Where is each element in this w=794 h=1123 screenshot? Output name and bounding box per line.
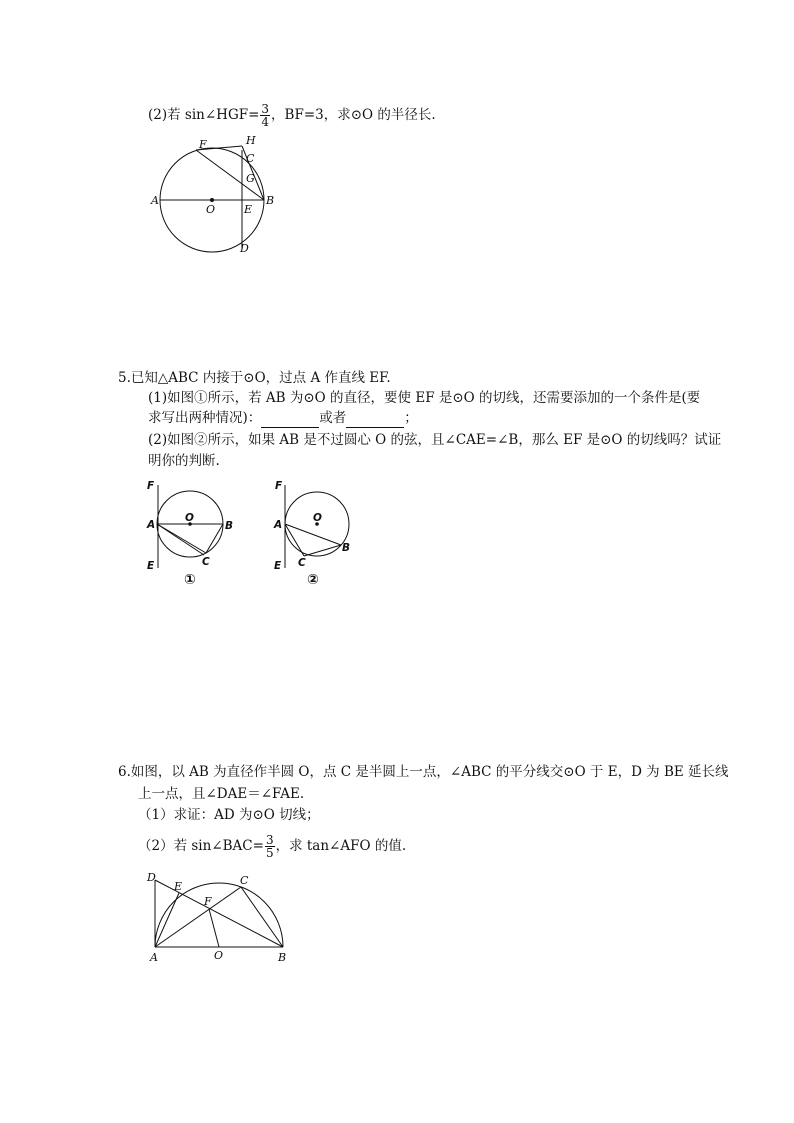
fig6-label-o: O [214, 949, 224, 962]
fig4-label-a: A [151, 194, 159, 207]
fig5a-label-f: F [147, 480, 155, 492]
q6-part1: （1）求证：AD 为⊙O 切线； [138, 807, 320, 823]
fig6-label-b: B [278, 951, 287, 964]
fig4-label-f: F [199, 138, 207, 151]
fig5a-label-o: O [185, 512, 194, 524]
fig4-label-o: O [206, 203, 216, 216]
fig4-label-c: C [246, 152, 255, 165]
fig5b-caption: ② [307, 572, 319, 588]
fig5a-label-a: A [147, 519, 156, 531]
fig5b-label-a: A [274, 519, 283, 531]
fig6-label-a: A [150, 951, 158, 964]
fig4-label-g: G [246, 172, 255, 185]
q5-part1-prefix: 求写出两种情况)： [148, 410, 262, 426]
q6-part2-post: ，求 tan∠AFO 的值. [275, 838, 407, 854]
q5-part2-line2: 明你的判断. [148, 453, 220, 469]
q6-frac-num: 3 [265, 833, 274, 847]
fig4-label-h: H [246, 134, 256, 147]
fig5a-caption: ① [184, 572, 196, 588]
q5-part1-end: ； [404, 410, 418, 426]
fig4-label-e: E [244, 203, 253, 216]
q6-part2-pre: （2）若 sin∠BAC= [138, 838, 264, 854]
fig6-label-d: D [147, 871, 156, 884]
fig5a-label-c: C [202, 556, 210, 568]
q4-frac-num: 3 [261, 102, 270, 116]
q4-part2-pre: (2)若 sin∠HGF= [148, 107, 260, 123]
q6-stem-line1: 6.如图，以 AB 为直径作半圆 O，点 C 是半圆上一点，∠ABC 的平分线交⊙O 于 E，D 为 BE 延长线 [118, 764, 729, 780]
fig4-label-d: D [240, 242, 249, 255]
fig6-chord-cb [241, 887, 283, 947]
q5-part1-line1: (1)如图①所示，若 AB 为⊙O 的直径，要使 EF 是⊙O 的切线，还需要添加的一个条件是(要 [148, 390, 701, 406]
fig6-label-c: C [240, 874, 249, 887]
q6-stem-line2: 上一点，且∠DAE＝∠FAE. [138, 786, 305, 802]
fig5b-label-e: E [274, 560, 282, 572]
fig6-label-f: F [204, 895, 212, 908]
q5-part1-or: 或者 [319, 410, 347, 426]
q6-frac-den: 5 [265, 846, 274, 860]
q5-stem: 5.已知△ABC 内接于⊙O，过点 A 作直线 EF. [118, 370, 391, 386]
fig5a-label-b: B [225, 520, 234, 532]
fig5a-label-e: E [147, 560, 155, 572]
fig5b-label-o: O [313, 512, 322, 524]
q4-frac-den: 4 [261, 115, 270, 129]
fig6-label-e: E [174, 880, 183, 893]
q4-part2-post: ，BF=3，求⊙O 的半径长. [271, 107, 436, 123]
fig5b-label-b: B [342, 542, 351, 554]
fig6-segment-fo [209, 909, 219, 947]
q5-part2-line1: (2)如图②所示，如果 AB 是不过圆心 O 的弦，且∠CAE=∠B，那么 EF 是⊙O 的切线吗？试证 [148, 432, 722, 448]
fig5b-label-f: F [275, 480, 283, 492]
fig4-label-b: B [266, 194, 275, 207]
fig5b-label-c: C [298, 557, 306, 569]
